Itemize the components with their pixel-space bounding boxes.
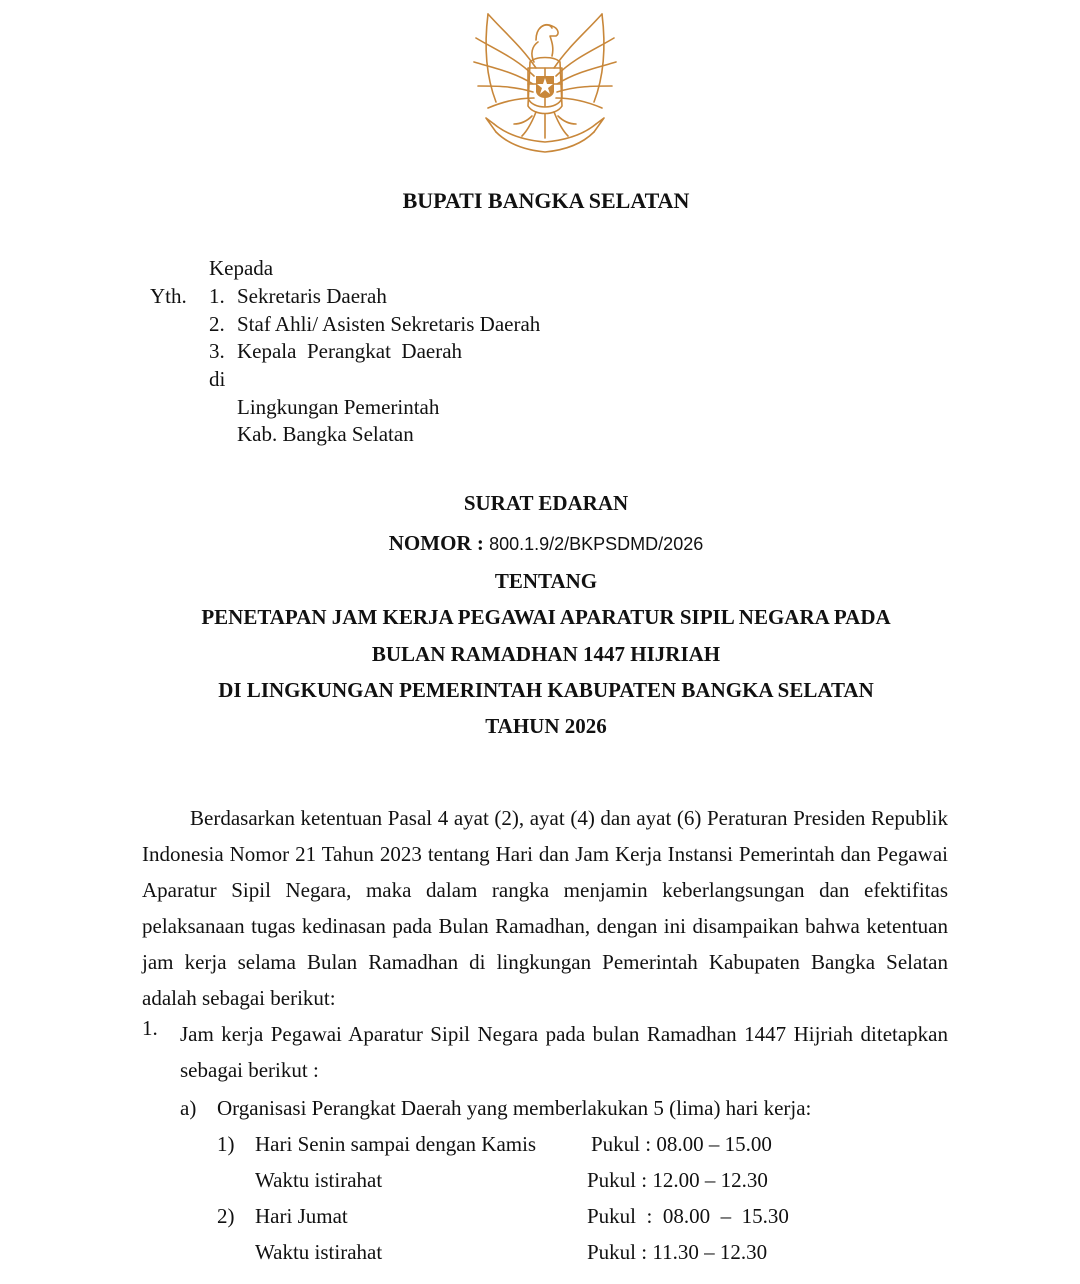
address-di: di — [209, 367, 226, 391]
subject-line: TAHUN 2026 — [485, 714, 607, 738]
subject-line: DI LINGKUNGAN PEMERINTAH KABUPATEN BANGKA SELATAN — [218, 678, 874, 702]
subject-line: PENETAPAN JAM KERJA PEGAWAI APARATUR SIPIL NEGARA PADA — [201, 605, 891, 629]
address-location-line2: Kab. Bangka Selatan — [237, 422, 414, 446]
nomor-label: NOMOR : — [388, 531, 484, 555]
garuda-pancasila-emblem — [466, 6, 624, 162]
rest-time: Pukul : 11.30 – 12.30 — [587, 1240, 768, 1264]
schedule-number: 1) — [217, 1132, 235, 1156]
intro-text: Berdasarkan ketentuan Pasal 4 ayat (2), ayat (4) dan ayat (6) Peraturan Presiden Republik Indonesia Nomor 21 Tahun 2023 tentang Hari dan Jam Kerja Instansi Pemerintah dan Pegawai Aparatur Sipil Negara, maka dalam rangka menjamin keberlangsungan dan efektifitas pelaksanaan tugas kedinasan pada Bulan Ramadhan, dengan ini disampaikan bahwa ketentuan jam kerja selama Bulan Ramadhan di lingkungan Pemerintah Kabupaten Bangka Selatan adalah sebagai berikut: — [142, 806, 948, 1010]
recipient-number: 1. — [209, 284, 225, 308]
recipient-name: Staf Ahli/ Asisten Sekretaris Daerah — [237, 312, 541, 336]
address-location-line1: Lingkungan Pemerintah — [237, 395, 440, 419]
header-title: BUPATI BANGKA SELATAN — [402, 188, 690, 213]
rest-label: Waktu istirahat — [255, 1168, 383, 1192]
address-yth: Yth. — [150, 284, 187, 308]
sub-item-label: a) — [180, 1096, 197, 1120]
letter-type: SURAT EDARAN — [463, 491, 629, 515]
letter-number — [0, 531, 1080, 556]
schedule-day: Hari Senin sampai dengan Kamis — [255, 1132, 537, 1156]
intro-paragraph — [142, 800, 948, 1016]
item1-text: Jam kerja Pegawai Aparatur Sipil Negara pada bulan Ramadhan 1447 Hijriah ditetapkan sebagai berikut : — [180, 1022, 948, 1082]
recipient-name: Kepala Perangkat Daerah — [237, 339, 463, 363]
item-number: 1. — [142, 1016, 158, 1040]
schedule-number: 2) — [217, 1204, 235, 1228]
sub-item-text: Organisasi Perangkat Daerah yang memberlakukan 5 (lima) hari kerja: — [217, 1096, 812, 1120]
recipient-number: 3. — [209, 339, 225, 363]
schedule-day: Hari Jumat — [255, 1204, 348, 1228]
nomor-value: 800.1.9/2/BKPSDMD/2026 — [489, 534, 704, 554]
subject-line: BULAN RAMADHAN 1447 HIJRIAH — [371, 642, 721, 666]
schedule-time: Pukul : 08.00 – 15.00 — [591, 1132, 772, 1156]
rest-label: Waktu istirahat — [255, 1240, 383, 1264]
schedule-time: Pukul : 08.00 – 15.30 — [587, 1204, 789, 1228]
rest-time: Pukul : 12.00 – 12.30 — [587, 1168, 768, 1192]
address-kepada: Kepada — [209, 256, 274, 280]
letter-tentang: TENTANG — [494, 569, 598, 593]
recipient-number: 2. — [209, 312, 225, 336]
recipient-name: Sekretaris Daerah — [237, 284, 387, 308]
